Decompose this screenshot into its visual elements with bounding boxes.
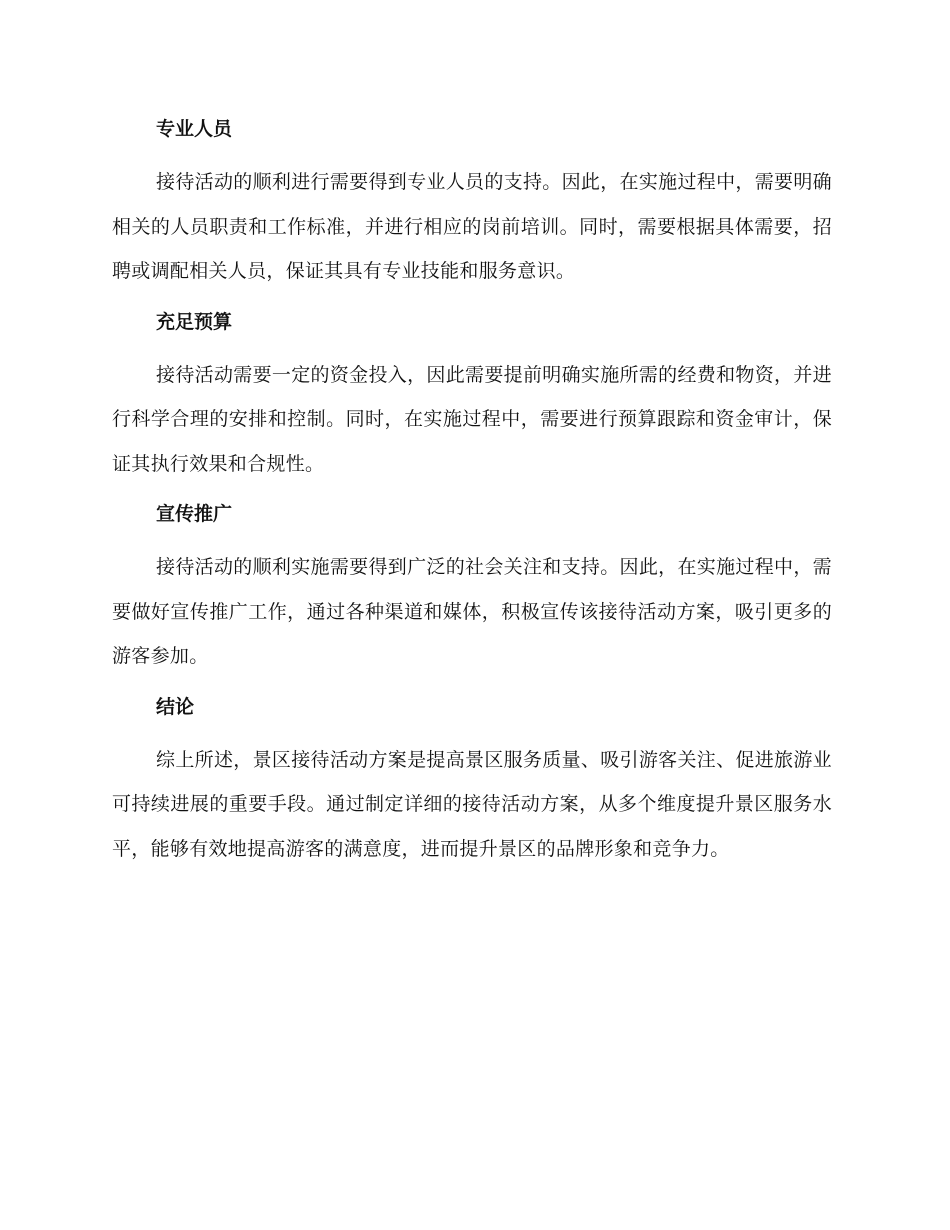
section-heading: 充足预算 — [156, 310, 233, 333]
section-heading: 结论 — [156, 695, 195, 718]
section-paragraph: 接待活动的顺利实施需要得到广泛的社会关注和支持。因此，在实施过程中，需要做好宣传推广工作，通过各种渠道和媒体，积极宣传该接待活动方案，吸引更多的游客参加。 — [112, 556, 832, 667]
section-paragraph: 接待活动需要一定的资金投入，因此需要提前明确实施所需的经费和物资，并进行科学合理的安排和控制。同时，在实施过程中，需要进行预算跟踪和资金审计，保证其执行效果和合规性。 — [112, 363, 832, 475]
section-budget — [112, 303, 832, 487]
section-professional-staff — [112, 110, 832, 294]
section-heading: 宣传推广 — [156, 503, 233, 525]
section-paragraph: 综上所述，景区接待活动方案是提高景区服务质量、吸引游客关注、促进旅游业可持续进展的重要手段。通过制定详细的接待活动方案，从多个维度提升景区服务水平，能够有效地提高游客的满意度，进而提升景区的品牌形象和竞争力。 — [112, 748, 832, 860]
section-promotion — [112, 495, 832, 679]
document-page — [112, 110, 832, 871]
section-heading: 专业人员 — [156, 118, 233, 140]
section-paragraph: 接待活动的顺利进行需要得到专业人员的支持。因此，在实施过程中，需要明确相关的人员职责和工作标准，并进行相应的岗前培训。同时，需要根据具体需要，招聘或调配相关人员，保证其具有专业技能和服务意识。 — [112, 171, 832, 282]
section-conclusion — [112, 688, 832, 872]
